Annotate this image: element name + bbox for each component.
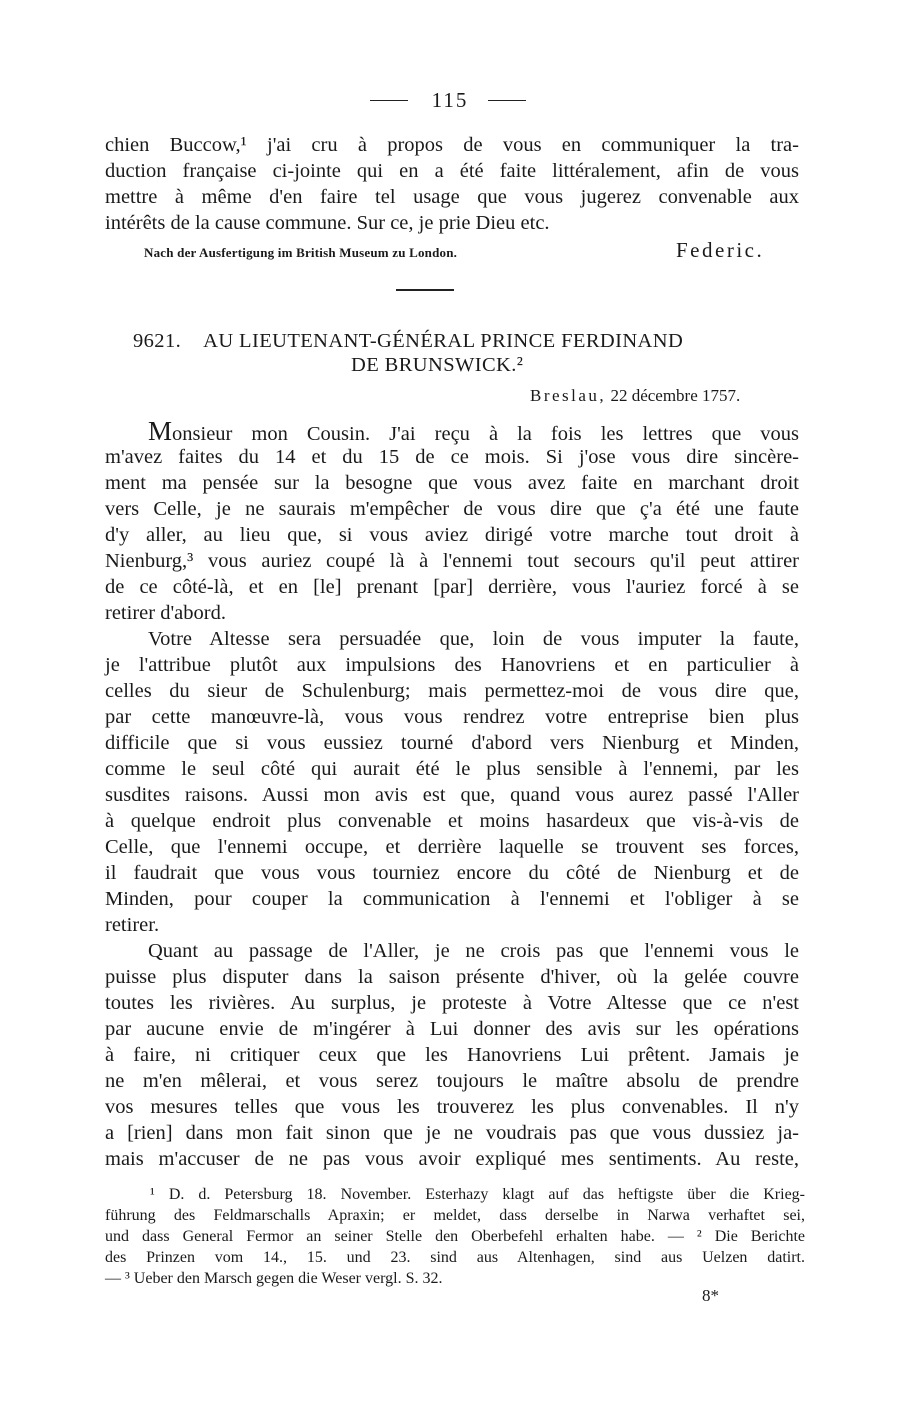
dateline-date: 22 décembre 1757. — [610, 386, 741, 405]
text-line: à faire, ni critiquer ceux que les Hanovriens Lui prêtent. Jamais je — [105, 1044, 799, 1066]
page-header — [0, 88, 900, 112]
letter-addressee: AU LIEUTENANT-GÉNÉRAL PRINCE FERDINAND — [203, 330, 684, 352]
footnote-line: — ³ Ueber den Marsch gegen die Weser vergl. S. 32. — [105, 1270, 443, 1287]
footnote-line: des Prinzen vom 14., 15. und 23. sind aus Altenhagen, sind aus Uelzen datirt. — [105, 1249, 805, 1266]
header-rule-right — [488, 100, 526, 101]
dateline — [530, 386, 740, 406]
letter-heading — [133, 328, 793, 354]
sheet-signature: 8* — [702, 1286, 719, 1305]
text-line: Minden, pour couper la communication à l'ennemi et l'obliger à se — [105, 888, 799, 910]
text-line: duction française ci-jointe qui en a été faite littéralement, afin de vous — [105, 160, 799, 182]
letter-addressee-line2: DE BRUNSWICK.² — [351, 354, 524, 376]
footnote-line: führung des Feldmarschalls Apraxin; er meldet, dass derselbe in Narwa verhaftet sei, — [105, 1207, 805, 1224]
letter-number: 9621. — [133, 330, 182, 352]
text-line: a [rien] dans mon fait sinon que je ne voudrais pas que vous dussiez ja- — [105, 1122, 799, 1144]
text-line: vers Celle, je ne saurais m'empêcher de vous dire que ç'a été une faute — [105, 498, 799, 520]
text-line: à quelque endroit plus convenable et moins hasardeux que vis-à-vis de — [105, 810, 799, 832]
text-line: difficile que si vous eussiez tourné d'abord vers Nienburg et Minden, — [105, 732, 799, 754]
text-line: Celle, que l'ennemi occupe, et derrière laquelle se trouvent ses forces, — [105, 836, 799, 858]
text-line: de ce côté-là, et en [le] prenant [par] derrière, vous l'auriez forcé à se — [105, 576, 799, 598]
text-line: Quant au passage de l'Aller, je ne crois pas que l'ennemi vous le — [148, 940, 799, 962]
text-line: ment ma pensée sur la besogne que vous avez faite en marchant droit — [105, 472, 799, 494]
page-number: 115 — [431, 88, 469, 112]
text-line: Votre Altesse sera persuadée que, loin de vous imputer la faute, — [148, 628, 799, 650]
dateline-place: Breslau, — [530, 386, 607, 405]
footnote-line: ¹ D. d. Petersburg 18. November. Esterhazy klagt auf das heftigste über die Krieg- — [150, 1186, 805, 1203]
text-line: celles du sieur de Schulenburg; mais permettez-moi de vous dire que, — [105, 680, 799, 702]
text-line: je l'attribue plutôt aux impulsions des Hanovriens et en particulier à — [105, 654, 799, 676]
signature: Federic. — [676, 238, 765, 262]
text-line: comme le seul côté qui aurait été le plus sensible à l'ennemi, par les — [105, 758, 799, 780]
text-line: susdites raisons. Aussi mon avis est que, quand vous aurez passé l'Aller — [105, 784, 799, 806]
section-divider — [396, 289, 454, 291]
text-line: m'avez faites du 14 et du 15 de ce mois. Si j'ose vous dire sincère- — [105, 446, 799, 468]
text-line: retirer. — [105, 914, 160, 936]
text-line: Nienburg,³ vous auriez coupé là à l'ennemi tout secours qu'il peut attirer — [105, 550, 799, 572]
text-line: par aucune envie de m'ingérer à Lui donner des avis sur les opérations — [105, 1018, 799, 1040]
text-line: ne m'en mêlerai, et vous serez toujours le maître absolu de prendre — [105, 1070, 799, 1092]
text-line: mais m'accuser de ne pas vous avoir expliqué mes sentiments. Au reste, — [105, 1148, 799, 1170]
footnote-line: und dass General Fermor an seiner Stelle den Oberbefehl erhalten habe. — ² Die Berichte — [105, 1228, 805, 1245]
text-line: toutes les rivières. Au surplus, je proteste à Votre Altesse que ce n'est — [105, 992, 799, 1014]
initial-letter: M — [148, 416, 173, 446]
text-line: par cette manœuvre-là, vous vous rendrez votre entreprise bien plus — [105, 706, 799, 728]
text-line: vos mesures telles que vous les trouverez les plus convenables. Il n'y — [105, 1096, 799, 1118]
text-line: puisse plus disputer dans la saison présente d'hiver, où la gelée couvre — [105, 966, 799, 988]
header-rule-left — [370, 100, 408, 101]
text-line: d'y aller, au lieu que, si vous aviez dirigé votre marche tout droit à — [105, 524, 799, 546]
text-line: mettre à même d'en faire tel usage que vous jugerez convenable aux — [105, 186, 799, 208]
text-line: intérêts de la cause commune. Sur ce, je prie Dieu etc. — [105, 212, 550, 234]
text-line: Monsieur mon Cousin. J'ai reçu à la fois les lettres que vous — [148, 416, 799, 446]
text-line: il faudrait que vous vous tourniez encore du côté de Nienburg et de — [105, 862, 799, 884]
text-line: chien Buccow,¹ j'ai cru à propos de vous en communiquer la tra- — [105, 134, 799, 156]
text-line: retirer d'abord. — [105, 602, 226, 624]
source-note: Nach der Ausfertigung im British Museum zu London. — [144, 245, 458, 260]
